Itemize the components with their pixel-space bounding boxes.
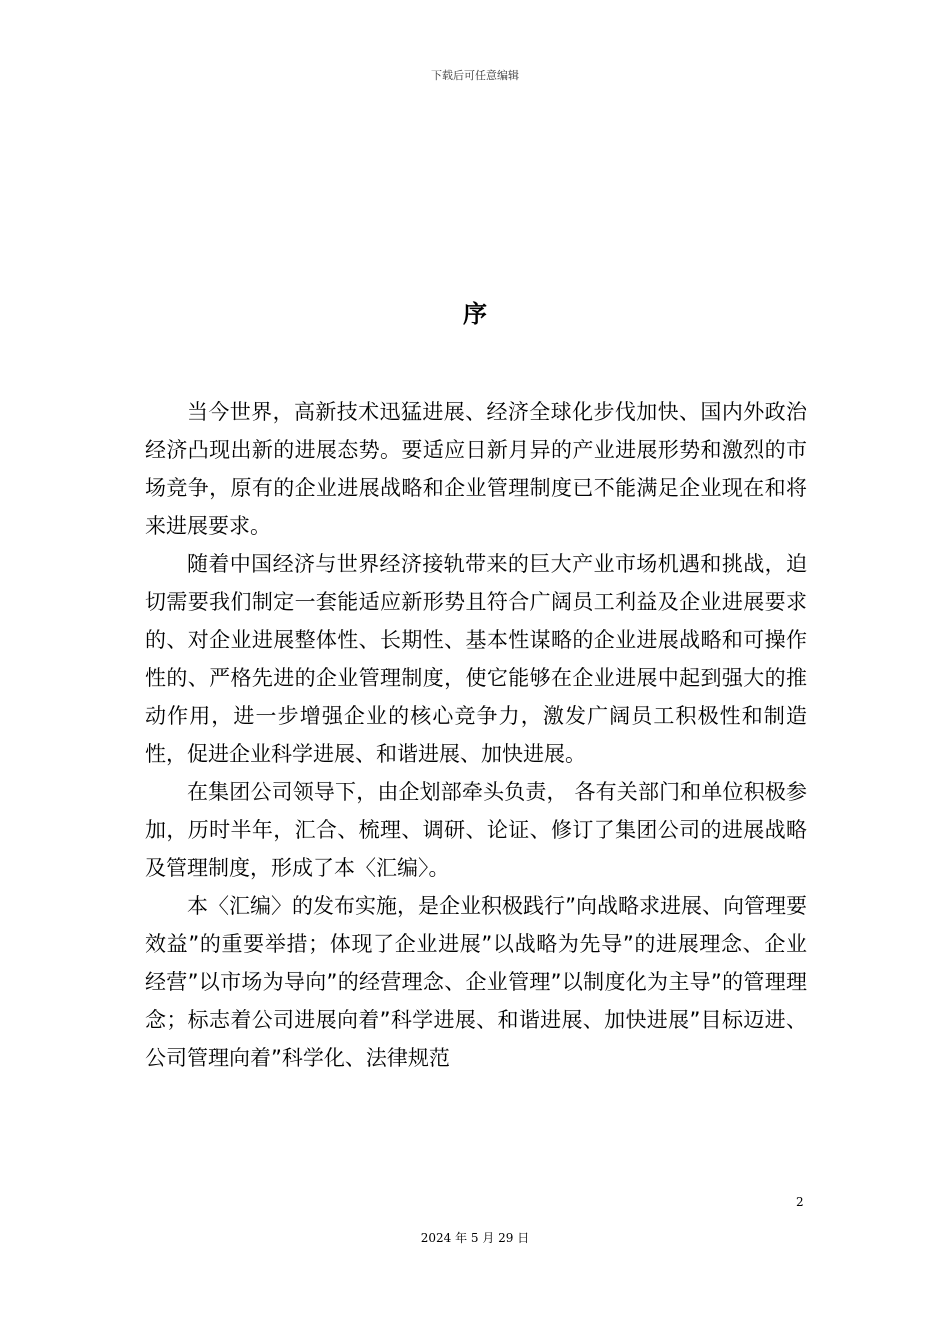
paragraph-4: 本〈汇编〉的发布实施，是企业积极践行”向战略求进展、向管理要效益”的重要举措；体现了企业进展”以战略为先导”的进展理念、企业经营”以市场为导向”的经营理念、企业管理”以制度化为主导”的管理理念；标志着公司进展向着”科学进展、和谐进展、加快进展”目标迈进、公司管理向着”科学化、法律规范 xyxy=(145,894,807,1070)
paragraph-3: 在集团公司领导下，由企划部牵头负责， 各有关部门和单位积极参加，历时半年，汇合、梳理、调研、论证、修订了集团公司的进展战略及管理制度，形成了本〈汇编〉。 xyxy=(145,780,807,880)
footer-date: 2024 年 5 月 29 日 xyxy=(420,1231,530,1245)
document-title: 序 xyxy=(463,300,487,328)
page-number: 2 xyxy=(796,1195,804,1209)
page-header: 下载后可任意编辑 xyxy=(431,69,519,82)
body-text xyxy=(145,393,807,1077)
paragraph-1: 当今世界，高新技术迅猛进展、经济全球化步伐加快、国内外政治经济凸现出新的进展态势。要适应日新月异的产业进展形势和激烈的市场竞争，原有的企业进展战略和企业管理制度已不能满足企业现在和将来进展要求。 xyxy=(145,400,807,538)
paragraph-2: 随着中国经济与世界经济接轨带来的巨大产业市场机遇和挑战，迫切需要我们制定一套能适应新形势且符合广阔员工利益及企业进展要求的、对企业进展整体性、长期性、基本性谋略的企业进展战略和可操作性的、严格先进的企业管理制度，使它能够在企业进展中起到强大的推动作用，进一步增强企业的核心竞争力，激发广阔员工积极性和制造性，促进企业科学进展、和谐进展、加快进展。 xyxy=(145,552,807,766)
